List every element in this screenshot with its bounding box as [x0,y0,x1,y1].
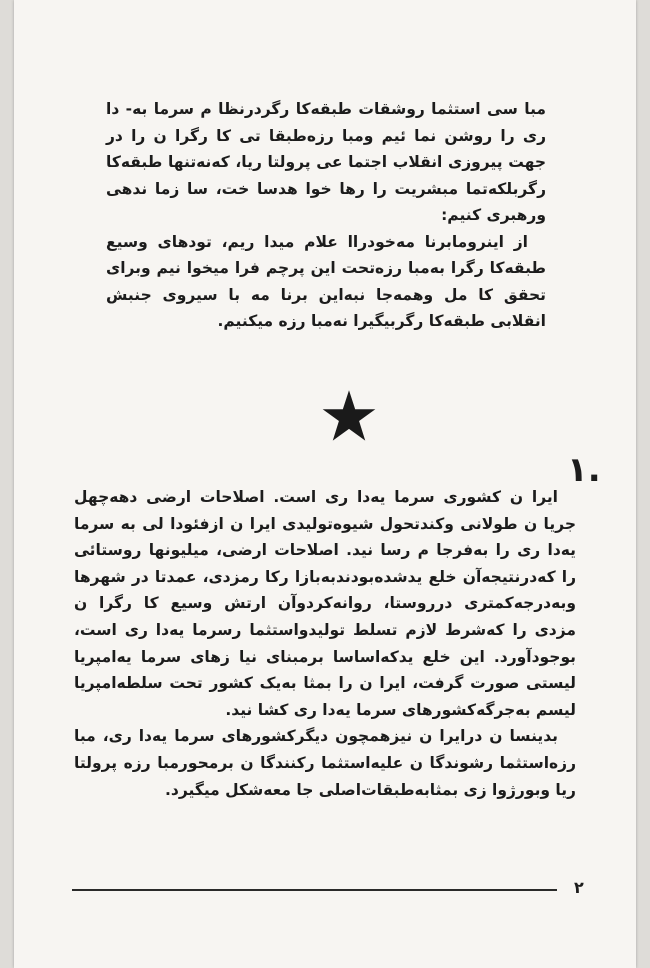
section-number: ۱. [567,450,601,490]
section-paragraph: ایرا ن کشوری سرما یه‌دا ری است. اصلاحات ارضی دهه‌چهل جریا ن طولانی وکندتحول شیوه‌تولیدی ایرا ن ازفئودا لی به سرما یه‌دا ری را به‌فرجا م رسا نید. اصلاحات ارضی، میلیونها روستائی را که‌درنتیجه‌آن خلع یدشده‌بودندبه‌بازا رکا رمزدی، عمدتا در شهرها وبه‌درجه‌کمتری درروستا، روانه‌کردوآن ارتش وسیع کا رگرا ن مزدی را که‌شرط لازم تسلط تولیدواستثما رسرما یه‌دا ری است، بوجودآورد. این خلع یدکه‌اساسا برمبنای نیا زهای سرما یه‌امپریا لیستی صورت گرفت، ایرا ن را بمثا به‌یک کشور تحت سلطه‌امپریا لیسم به‌جرگه‌کشورهای سرما یه‌دا ری کشا نید. [74,488,576,719]
section-text [74,484,576,803]
section-paragraph: بدینسا ن درایرا ن نیزهمچون دیگرکشورهای سرما یه‌دا ری، مبا رزه‌استثما رشوندگا ن علیه‌استثما رکنندگا ن برمحورمبا رزه پرولتا ریا وبورژوا زی بمثابه‌طبقات‌اصلی جا معه‌شکل میگیرد. [74,727,576,799]
footer-divider [72,889,557,891]
intro-text [106,96,546,335]
intro-paragraph: از اینرومابرنا مه‌خودراا علام میدا ریم، تودهای وسیع طبقه‌کا رگرا به‌مبا رزه‌تحت این پرچم فرا میخوا نیم وبرای تحقق کا مل وهمه‌جا نبه‌این برنا مه با سیروی جنبش انقلابی طبقه‌کا رگربیگیرا نه‌مبا رزه میکنیم. [106,232,546,330]
page-number: ۲ [574,878,584,897]
intro-paragraph: مبا سی استثما روشقات طبقه‌کا رگردرنظا م سرما به- دا ری را روشن نما ئیم ومبا رزه‌طبقا تی کا رگرا ن را در جهت پیروزی انقلاب اجتما عی پرولتا ریا، که‌نه‌تنها طبقه‌کا رگربلکه‌تما مبشریت را رها خوا هدسا خت، سا زما ندهی ورهبری کنیم: [106,100,546,224]
star-icon [321,388,377,444]
document-page [14,0,636,968]
